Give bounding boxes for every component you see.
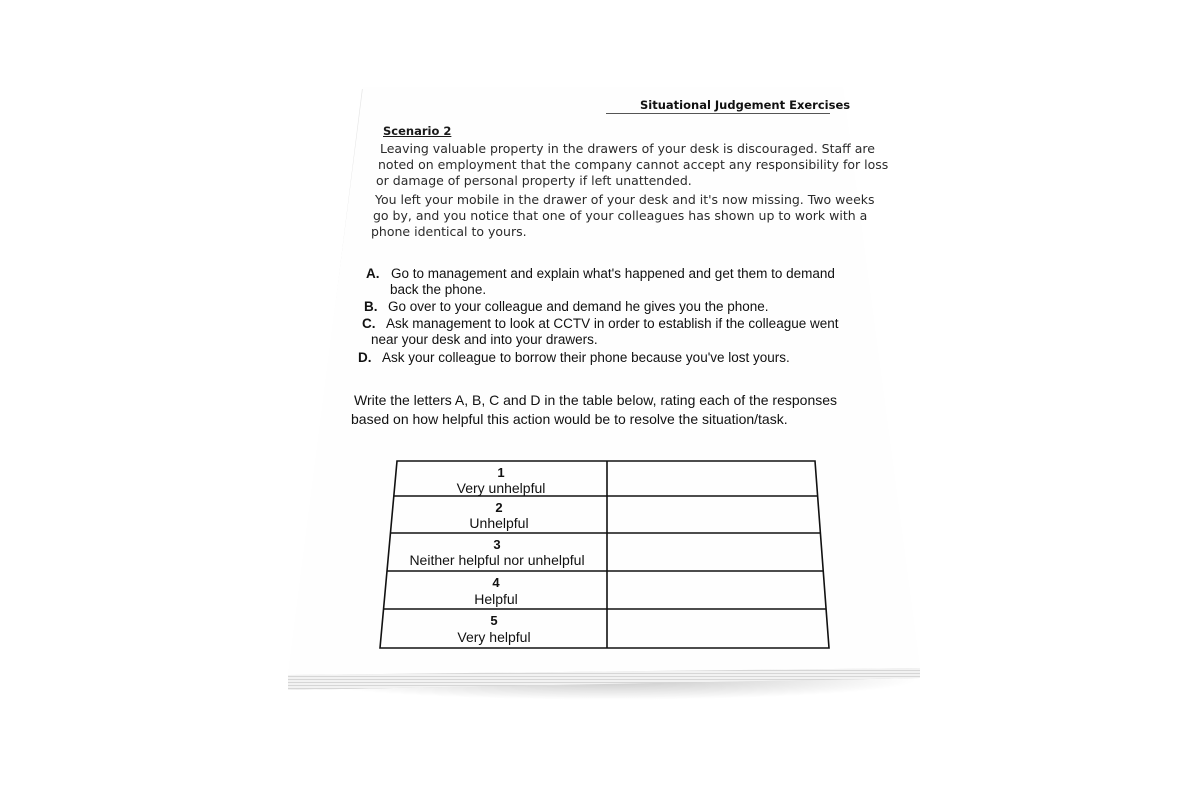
scenario-paragraph-1-line-1: Leaving valuable property in the drawers of your desk is discouraged. Staff are [380, 141, 875, 156]
option-a-letter: A. [366, 266, 380, 281]
rating-label-2: Unhelpful [469, 515, 529, 531]
scenario-paragraph-2-line-2: go by, and you notice that one of your colleagues has shown up to work with a [373, 208, 868, 223]
instruction-line-1: Write the letters A, B, C and D in the table below, rating each of the responses [354, 392, 838, 408]
instruction-line-2: based on how helpful this action would be to resolve the situation/task. [351, 411, 788, 427]
rating-number-5: 5 [490, 613, 498, 628]
header-title: Situational Judgement Exercises [640, 98, 851, 112]
scenario-paragraph-2-line-3: phone identical to yours. [371, 224, 527, 239]
rating-label-4: Helpful [474, 591, 518, 607]
option-a-line-2: back the phone. [390, 282, 487, 297]
option-b-letter: B. [364, 299, 378, 314]
scenario-heading: Scenario 2 [383, 124, 452, 138]
option-c-letter: C. [362, 316, 376, 331]
option-b-line-1: Go over to your colleague and demand he gives you the phone. [388, 299, 769, 314]
rating-number-4: 4 [492, 575, 500, 590]
scenario-paragraph-2-line-1: You left your mobile in the drawer of your desk and it's now missing. Two weeks [375, 192, 875, 207]
scenario-paragraph-1-line-3: or damage of personal property if left unattended. [376, 173, 692, 188]
rating-label-1: Very unhelpful [456, 480, 546, 496]
option-c-line-1: Ask management to look at CCTV in order to establish if the colleague went [386, 316, 839, 331]
option-d-letter: D. [358, 350, 372, 365]
option-a-line-1: Go to management and explain what's happened and get them to demand [391, 266, 835, 281]
rating-number-2: 2 [495, 500, 503, 515]
scenario-paragraph-1-line-2: noted on employment that the company cannot accept any responsibility for loss [378, 157, 889, 172]
rating-number-1: 1 [497, 465, 505, 480]
option-c-line-2: near your desk and into your drawers. [371, 332, 598, 347]
option-d-line-1: Ask your colleague to borrow their phone because you've lost yours. [382, 350, 790, 365]
rating-label-3: Neither helpful nor unhelpful [409, 552, 585, 568]
rating-label-5: Very helpful [457, 629, 531, 645]
rating-number-3: 3 [493, 537, 501, 552]
